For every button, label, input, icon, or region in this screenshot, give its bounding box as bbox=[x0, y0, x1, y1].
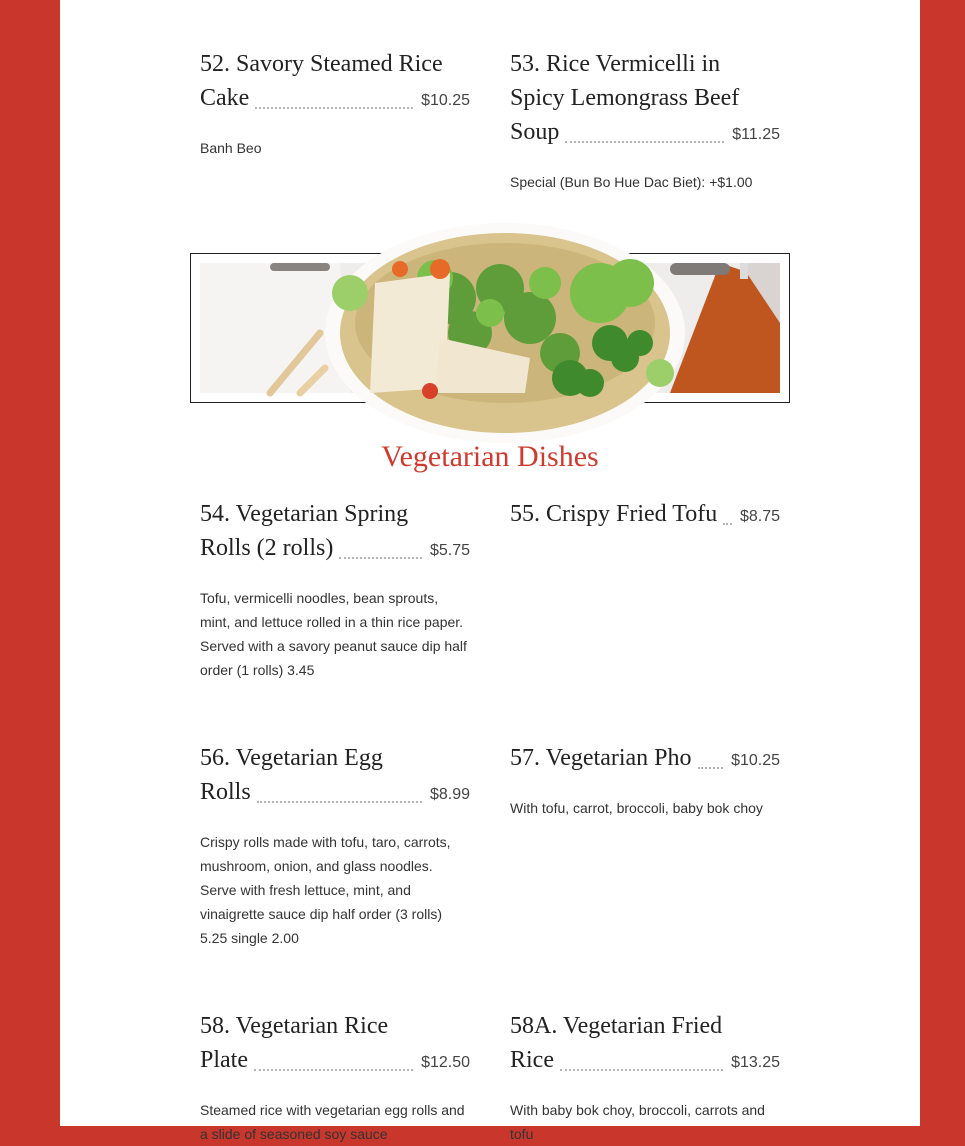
item-name-line: 54. Vegetarian Spring bbox=[200, 501, 409, 527]
item-name-line: Rolls bbox=[200, 779, 251, 805]
section-title: Vegetarian Dishes bbox=[381, 440, 599, 473]
item-name-line: Rice bbox=[510, 1047, 554, 1073]
item-description: Crispy rolls made with tofu, taro, carrots, mushroom, onion, and glass noodles. Serve with fresh lettuce, mint, and vinaigrette sauce dip half order (3 rolls) 5.25 single 2.00 bbox=[200, 834, 451, 946]
menu-page bbox=[60, 0, 920, 1142]
item-name-line: 56. Vegetarian Egg bbox=[200, 745, 383, 771]
menu-item bbox=[510, 497, 780, 534]
item-name-line: 57. Vegetarian Pho bbox=[510, 745, 692, 771]
item-price: $8.75 bbox=[739, 508, 780, 525]
item-name-line: Soup bbox=[510, 119, 560, 145]
dot-leader bbox=[339, 557, 422, 559]
item-description: With tofu, carrot, broccoli, baby bok choy bbox=[510, 800, 763, 816]
item-name bbox=[200, 47, 470, 118]
menu-item bbox=[200, 1009, 470, 1146]
item-description: Tofu, vermicelli noodles, bean sprouts, mint, and lettuce rolled in a thin rice paper. Served with a savory peanut sauce dip half order (1 rolls) 3.45 bbox=[200, 590, 467, 678]
menu-item bbox=[200, 497, 470, 682]
item-description: With baby bok choy, broccoli, carrots and tofu bbox=[510, 1102, 765, 1142]
dot-leader bbox=[255, 107, 413, 109]
item-name-line: 58. Vegetarian Rice bbox=[200, 1013, 389, 1039]
menu-item bbox=[510, 741, 780, 820]
item-price: $8.99 bbox=[429, 786, 470, 803]
item-name bbox=[510, 47, 780, 152]
banner-frame bbox=[190, 253, 790, 403]
menu-item bbox=[200, 741, 470, 950]
dot-leader bbox=[723, 523, 732, 525]
item-description: Special (Bun Bo Hue Dac Biet): +$1.00 bbox=[510, 174, 753, 190]
tofu-soup-photo bbox=[200, 263, 780, 393]
item-name-line: Spicy Lemongrass Beef bbox=[510, 85, 740, 111]
item-price: $12.50 bbox=[421, 1054, 470, 1071]
item-name-line: Rolls (2 rolls) bbox=[200, 535, 334, 561]
item-description: Steamed rice with vegetarian egg rolls and a slide of seasoned soy sauce bbox=[200, 1102, 465, 1142]
dot-leader bbox=[698, 767, 724, 769]
item-name bbox=[510, 741, 780, 778]
item-name-line: Plate bbox=[200, 1047, 248, 1073]
menu-item bbox=[200, 47, 470, 160]
menu-item bbox=[510, 1009, 780, 1146]
item-name-line: 58A. Vegetarian Fried bbox=[510, 1013, 723, 1039]
item-name bbox=[200, 1009, 470, 1080]
item-price: $11.25 bbox=[732, 126, 780, 143]
dot-leader bbox=[257, 801, 422, 803]
dot-leader bbox=[565, 141, 724, 143]
item-description: Banh Beo bbox=[200, 140, 262, 156]
item-price: $10.25 bbox=[421, 92, 470, 109]
dot-leader bbox=[560, 1069, 723, 1071]
item-name bbox=[510, 1009, 780, 1080]
item-name bbox=[510, 497, 780, 534]
item-price: $13.25 bbox=[731, 1054, 780, 1071]
item-price: $5.75 bbox=[429, 542, 470, 559]
item-name-line: 55. Crispy Fried Tofu bbox=[510, 501, 718, 527]
dot-leader bbox=[254, 1069, 413, 1071]
item-name bbox=[200, 741, 470, 812]
item-name-line: Cake bbox=[200, 85, 250, 111]
item-name bbox=[200, 497, 470, 568]
item-price: $10.25 bbox=[731, 752, 780, 769]
item-name-line: 52. Savory Steamed Rice bbox=[200, 51, 443, 77]
menu-item bbox=[510, 47, 780, 194]
item-name-line: 53. Rice Vermicelli in bbox=[510, 51, 721, 77]
